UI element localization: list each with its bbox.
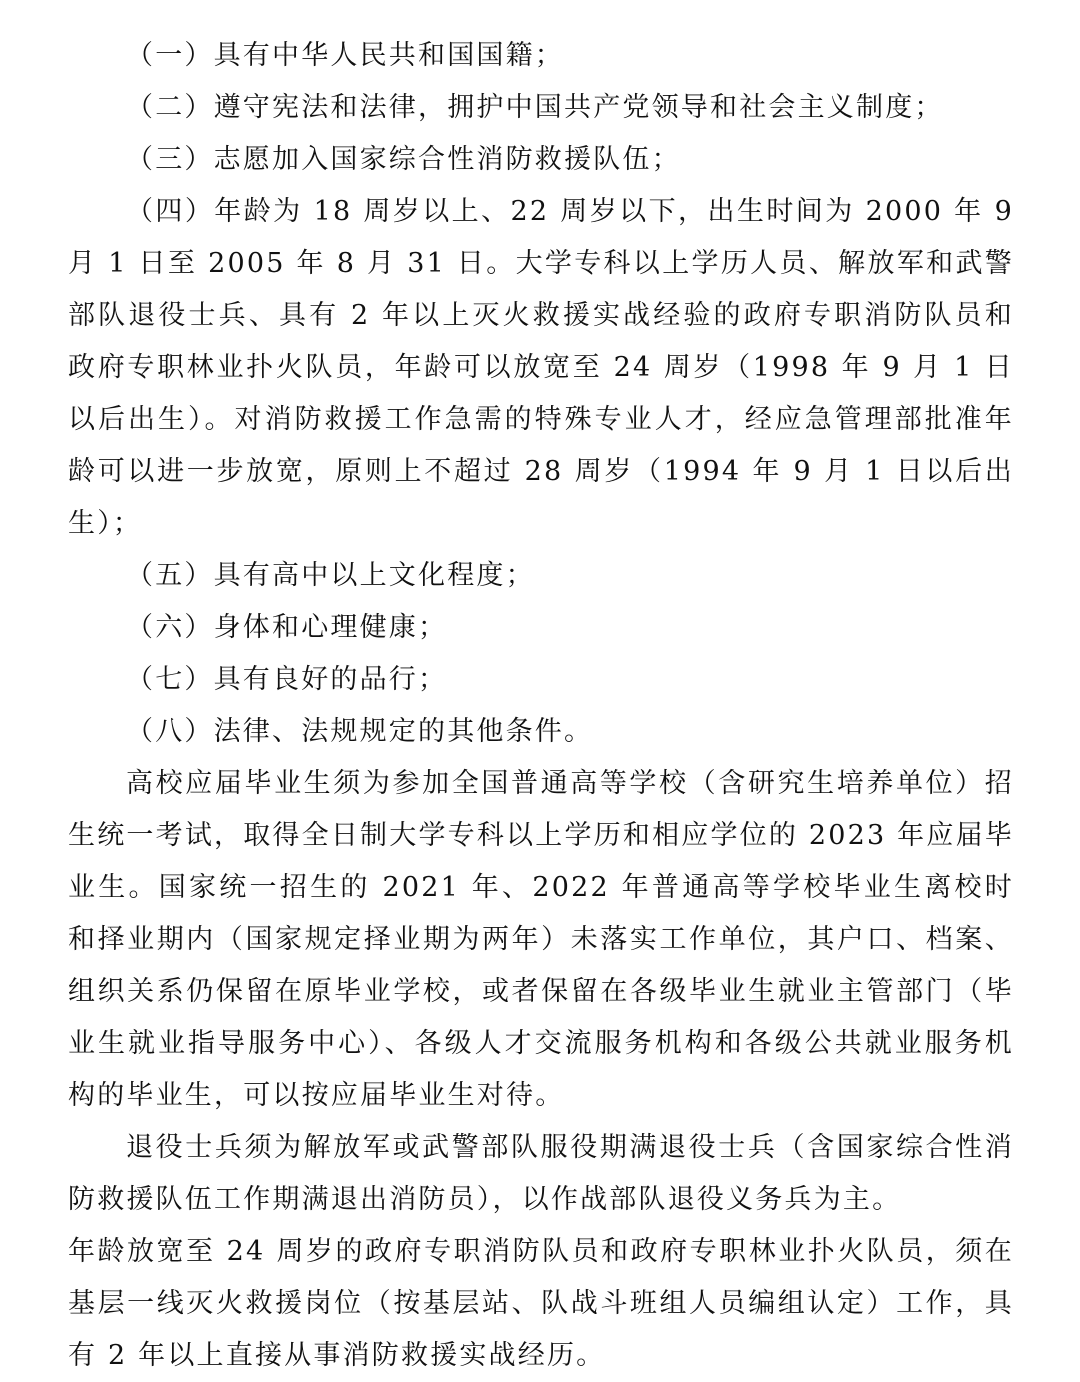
graduates-paragraph: 高校应届毕业生须为参加全国普通高等学校（含研究生培养单位）招生统一考试，取得全日制大学专科以上学历和相应学位的 2023 年应届毕业生。国家统一招生的 2021 年、2022 年普通高等学校毕业生离校时和择业期内（国家规定择业期为两年）未落实工作单位，其户口、档案、组织关系仍保留在原毕业学校，或者保留在各级毕业生就业主管部门（毕业生就业指导服务中心）、各级人才交流服务机构和各级公共就业服务机构的毕业生，可以按应届毕业生对待。 [68, 768, 1014, 1111]
condition-7: （七）具有良好的品行； [126, 664, 448, 695]
document-page [68, 30, 1014, 1382]
condition-8: （八）法律、法规规定的其他条件。 [126, 716, 594, 747]
condition-4-age: （四）年龄为 18 周岁以上、22 周岁以下，出生时间为 2000 年 9 月 1 日至 2005 年 8 月 31 日。大学专科以上学历人员、解放军和武警部队退役士兵、具有 2 年以上灭火救援实战经验的政府专职消防队员和政府专职林业扑火队员，年龄可以放宽至 24 周岁（1998 年 9 月 1 日以后出生）。对消防救援工作急需的特殊专业人才，经应急管理部批准年龄可以进一步放宽，原则上不超过 28 周岁（1994 年 9 月 1 日以后出生）； [68, 196, 1014, 539]
veterans-paragraph: 退役士兵须为解放军或武警部队服役期满退役士兵（含国家综合性消防救援队伍工作期满退出消防员），以作战部队退役义务兵为主。 [68, 1132, 1014, 1215]
condition-2: （二）遵守宪法和法律，拥护中国共产党领导和社会主义制度； [126, 92, 944, 123]
condition-3: （三）志愿加入国家综合性消防救援队伍； [126, 144, 681, 175]
condition-6: （六）身体和心理健康； [126, 612, 448, 643]
condition-1: （一）具有中华人民共和国国籍； [126, 40, 564, 71]
firefighters-paragraph: 年龄放宽至 24 周岁的政府专职消防队员和政府专职林业扑火队员，须在基层一线灭火救援岗位（按基层站、队战斗班组人员编组认定）工作，具有 2 年以上直接从事消防救援实战经历。 [68, 1236, 1014, 1371]
condition-5: （五）具有高中以上文化程度； [126, 560, 535, 591]
